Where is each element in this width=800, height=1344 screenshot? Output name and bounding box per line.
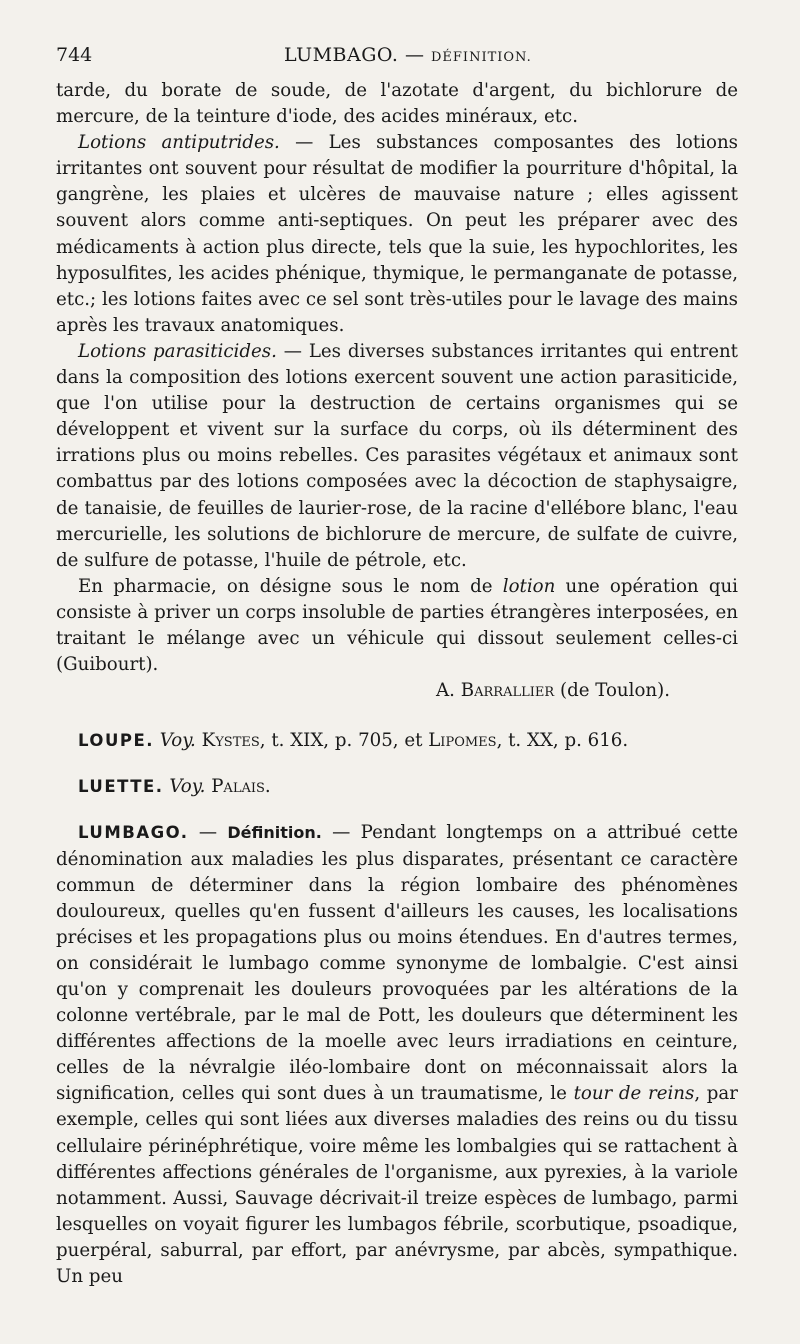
paragraph-text: tarde, du borate de soude, de l'azotate d'argent, du bichlorure de mercure, de la teinture d'iode, des acides minéraux, etc. (56, 80, 738, 128)
entry-lumbago (56, 820, 738, 1290)
paragraph-text: , par exemple, celles qui sont liées aux diverses maladies des reins ou du tissu cellulaire périnéphrétique, voire même les lombalgies qui se rattachent à différentes affections générales de l'organisme, aux pyrexies, à la variole notamment. Aussi, Sauvage décrivait-il treize espèces de lumbago, parmi lesquelles on voyait figurer les lumbagos fébrile, scorbutique, psoadique, puerpéral, saburral, par effort, par anévrysme, par abcès, sympathique. Un peu (56, 1083, 738, 1288)
paragraph-pharmacie (56, 574, 738, 678)
entry-title-luette: LUETTE. (78, 777, 164, 797)
cross-ref-location: , t. XX, p. 616. (496, 730, 629, 752)
paragraph-text: une opération qui consiste à priver un corps insoluble de parties étrangères interposées, en traitant le mélange avec un véhicule qui dissout seulement celles-ci (Guibourt). (56, 575, 738, 676)
cross-ref-kystes: Kystes (201, 730, 260, 752)
running-header (56, 40, 738, 74)
voy-label: Voy. (169, 776, 206, 798)
paragraph-continuation (56, 78, 738, 130)
running-head-sub: DÉFINITION. (431, 50, 532, 65)
lotions-parasiticides-heading: Lotions parasiticides. (78, 340, 277, 362)
paragraph-lotions-parasiticides (56, 339, 738, 574)
author-initial: A. (436, 680, 455, 702)
paragraph-lotions-antiputrides (56, 130, 738, 339)
cross-ref-palais: Palais. (211, 776, 271, 798)
cross-ref-lipomes: Lipomes (428, 730, 497, 752)
entry-dash: — (198, 822, 218, 844)
body-text (56, 78, 738, 1290)
paragraph-text: — Les substances composantes des lotions irritantes ont souvent pour résultat de modifier la pourriture d'hôpital, la gangrène, les plaies et ulcères de mauvaise nature ; elles agissent souvent alors comme anti-septiques. On peut les préparer avec des médicaments à action plus directe, tels que la suie, les hypochlorites, les hyposulfites, les acides phénique, thymique, le permanganate de potasse, etc.; les lotions faites avec ce sel sont très-utiles pour le lavage des mains après les travaux anatomiques. (56, 132, 738, 336)
lotion-term: lotion (502, 575, 556, 597)
voy-label: Voy. (159, 730, 196, 752)
entry-luette (56, 774, 738, 800)
cross-ref-location: , t. XIX, p. 705, et (259, 730, 423, 752)
entry-title-lumbago: LUMBAGO. (78, 823, 189, 843)
page-number: 744 (56, 44, 93, 66)
lotions-antiputrides-heading: Lotions antiputrides. (78, 132, 280, 154)
author-signature (56, 678, 738, 704)
paragraph-text: — Pendant longtemps on a attribué cette dénomination aux maladies les plus disparates, présentant ce caractère commun de déterminer dans la région lombaire des phénomènes douloureux, quelles qu'en fussent d'ailleurs les causes, les localisations précises et les propagations plus ou moins étendues. En d'autres termes, on considérait le lumbago comme synonyme de lombalgie. C'est ainsi qu'on y comprenait les douleurs provoquées par les altérations de la colonne vertébrale, par le mal de Pott, les douleurs que déterminent les différentes affections de la moelle avec leurs irradiations en ceinture, celles de la névralgie iléo-lombaire dont on méconnaissait alors la signification, celles qui sont dues à un traumatisme, le (56, 822, 738, 1105)
subhead-definition: Définition. (227, 823, 322, 843)
paragraph-text: — Les diverses substances irritantes qui entrent dans la composition des lotions exercent souvent une action parasiticide, que l'on utilise pour la destruction de certains organismes qui se développent et vivent sur la surface du corps, où ils déterminent des irrations plus ou moins rebelles. Ces parasites végétaux et animaux sont combattus par des lotions composées avec la décoction de staphysaigre, de tanaisie, de feuilles de laurier-rose, de la racine d'ellébore blanc, l'eau mercurielle, les solutions de bichlorure de mercure, de sulfate de cuivre, de sulfure de potasse, l'huile de pétrole, etc. (56, 340, 738, 571)
entry-title-loupe: LOUPE. (78, 731, 154, 751)
running-head-main: LUMBAGO. — (284, 44, 425, 66)
running-head (284, 44, 532, 66)
entry-loupe (56, 728, 738, 754)
tour-de-reins-term: tour de reins (573, 1083, 695, 1105)
paragraph-text: En pharmacie, on désigne sous le nom de (78, 575, 493, 597)
author-place: (de Toulon). (559, 680, 670, 702)
author-name: Barrallier (460, 680, 555, 702)
